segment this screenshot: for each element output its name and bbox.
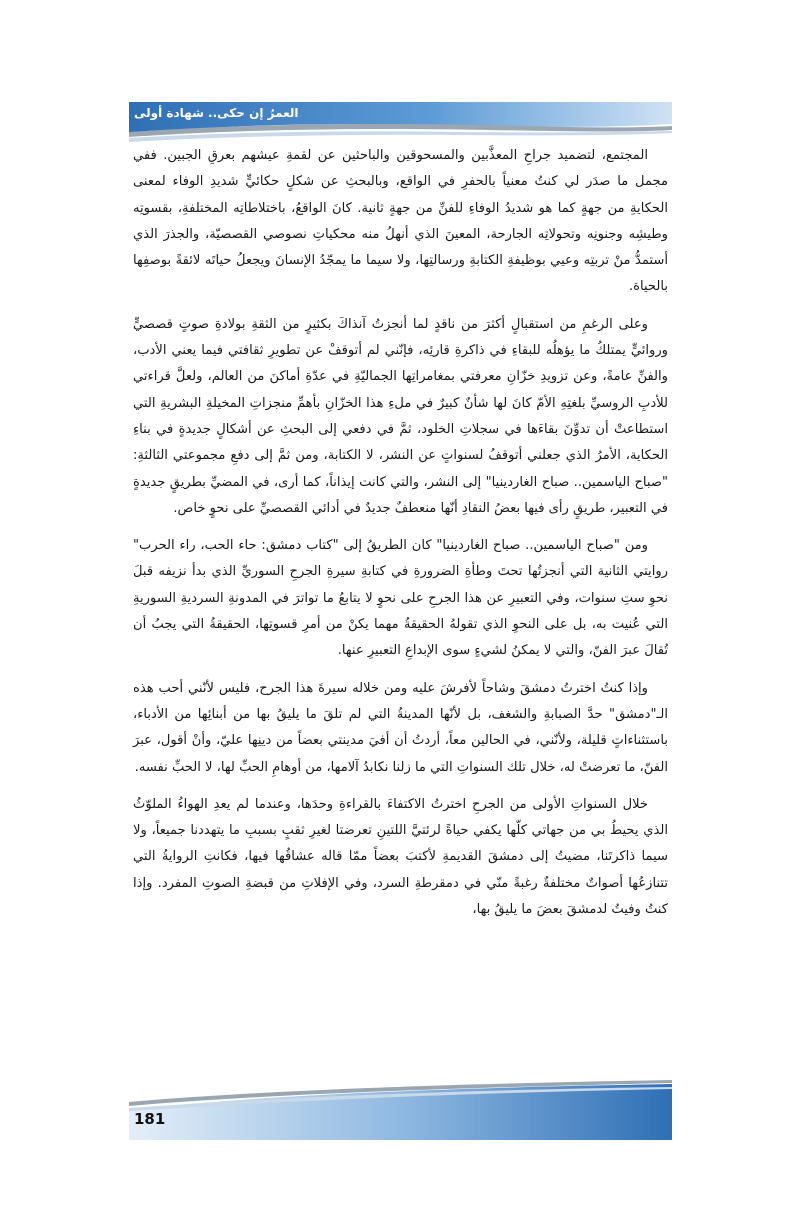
body-text [133,143,668,934]
footer-wave-graphic [129,1080,672,1140]
paragraph: ومن "صباح الياسمين.. صباح الغاردينيا" كان الطريقُ إلى "كتاب دمشق: حاء الحب، راء الحرب" روايتي الثانية التي أنجزتُها تحتَ وطأةِ الضرورةِ في كتابةِ سيرةِ الجرحِ السوريِّ الذي بدأ نزيفه قبلَ نحوِ ستِ سنوات، وفي التعبيرِ عن هذا الجرحِ على نحوٍ لا يتابعُ ما تواترَ في المدونةِ السرديةِ السوريةِ التي عُنيت به، بل على النحوِ الذي تقولهُ الحقيقةُ مهما يكنْ من أمرِ قسوتِها، الحقيقةُ التي يجبُ أن تُقالَ عبرَ الفنّ، والتي لا يمكنُ لشيءٍ سوى الإبداعِ التعبيرِ عنها. [133,538,668,659]
paragraph: وإذا كنتُ اخترتُ دمشقَ وشاحاً لأفرشَ عليه ومن خلاله سيرةَ هذا الجرح، فليس لأنّني أحب هذه الـ"دمشق" حدَّ الصبابةِ والشغف، بل لأنّها المدينةُ التي لم تلقَ ما يليقُ بها من أبنائِها من الأدباء، باستثناءاتٍ قليلة، ولأنّني، في الحالين معاً، أردتُ أن أفيَ مدينتي بعضاً من دينِها عليّ، وأنْ أقول، عبرَ الفنّ، ما تعرضتْ له، خلال تلك السنواتِ التي ما زلنا نكابدُ آلامها، من أوهامِ الحبِّ لها، لا الحبِّ نفسه. [133,680,668,775]
paragraph: المجتمع، لتضميد جراحِ المعذَّبين والمسحوقين والباحثين عن لقمةِ عيشهم بعرقِ الجبين. ففي مجمل ما صدَر لي كنتُ معنياً بالحفرِ في الواقع، وبالبحثِ عن شكلٍ حكائيٍّ شديدِ الوفاء لمعنى الحكايةِ من جهةٍ كما هو شديدُ الوفاءِ للفنِّ من جهةٍ ثانية. كانَ الواقعُ، باختلاطاتِه المختلفةِ، بقسوتِه وطيشِه وجنونِه وتحولاتِه الجارحة، المعينَ الذي أنهلُ منه محكياتِ نصوصي القصصيّة، والجذرَ الذي أستمدُّ منْ تربتِه وعيي بوظيفةِ الكتابةِ ورسالتِها، ولا سيما ما يمجّدُ الإنسانَ ويجعلُ حياتَه لائقةً بوصفِها بالحياة. [133,148,668,295]
footer-band [129,1080,672,1140]
paragraph: خلال السنواتِ الأولى من الجرحِ اخترتُ الاكتفاءَ بالقراءةِ وحدَها، وعندما لم يعدِ الهواءُ الملوّثُ الذي يحيطُ بي من جهاتي كلّها يكفي حياةً لرئتيَّ اللتينِ تعرضتا لغيرِ ثقبٍ بسببِ ما يتهددنا جميعاً، ولا سيما ذاكرتَنا، مضيتُ إلى دمشقَ القديمةِ لأكتبَ بعضاً ممّا قاله عشاقُها فيها، فكانتِ الروايةُ التي تتنازعُها أصواتٌ مختلفةٌ رغبةً منّي في دمقرطةِ السرد، وفي الإفلاتِ من قبضةِ الصوتِ المفرد. وإذا كنتُ وفيتُ لدمشقَ بعضَ ما يليقُ بها، [133,796,668,918]
running-title: العمرُ إن حكى.. شهادة أولى [134,106,299,120]
page-number: 181 [134,1110,166,1128]
paragraph: وعلى الرغمِ من استقبالٍ أكثرَ من ناقدٍ لما أنجزتُ آنذاكَ بكثيرٍ من الثقةِ بولادةِ صوتٍ قصصيٍّ وروائيٍّ يمتلكُ ما يؤهلُه للبقاءِ في ذاكرةِ قارئِه، فإنّني لم أتوقفْ عن تطويرِ ثقافتي فيما يعني الأدب، والفنِّ عامةً، وعن تزويدِ خزّانِ معرفتي بمغامراتِها الجماليّةِ في عدّةِ أماكنَ من العالم، ولعلَّ قراءتي للأدبِ الروسيِّ بلغتِهِ الأمّ كانَ لها شأنٌ كبيرٌ في ملءِ هذا الخزّانِ بأهمِّ منجزاتِ المخيلةِ البشريةِ التي استطاعتْ أن تدوِّنَ بقاءَها في سجلاتِ الخلود، ثمَّ في دفعي إلى البحثِ عن أشكالٍ جديدةٍ في بناءِ الحكاية، الأمرُ الذي جعلني أتوقفُ لسنواتٍ عن النشر، لا الكتابة، ومن ثمَّ إلى دفعِ مجموعتي الثالثةِ: "صباح الياسمين.. صباح الغاردينيا" إلى النشر، والتي كانت إيذاناً، كما أرى، في المضيِّ بطريقٍ جديدةٍ في التعبير، طريقٍ رأى فيها بعضُ النقادِ أنّها منعطفٌ جديدٌ في أدائي القصصيِّ على نحوٍ خاص. [133,316,668,516]
